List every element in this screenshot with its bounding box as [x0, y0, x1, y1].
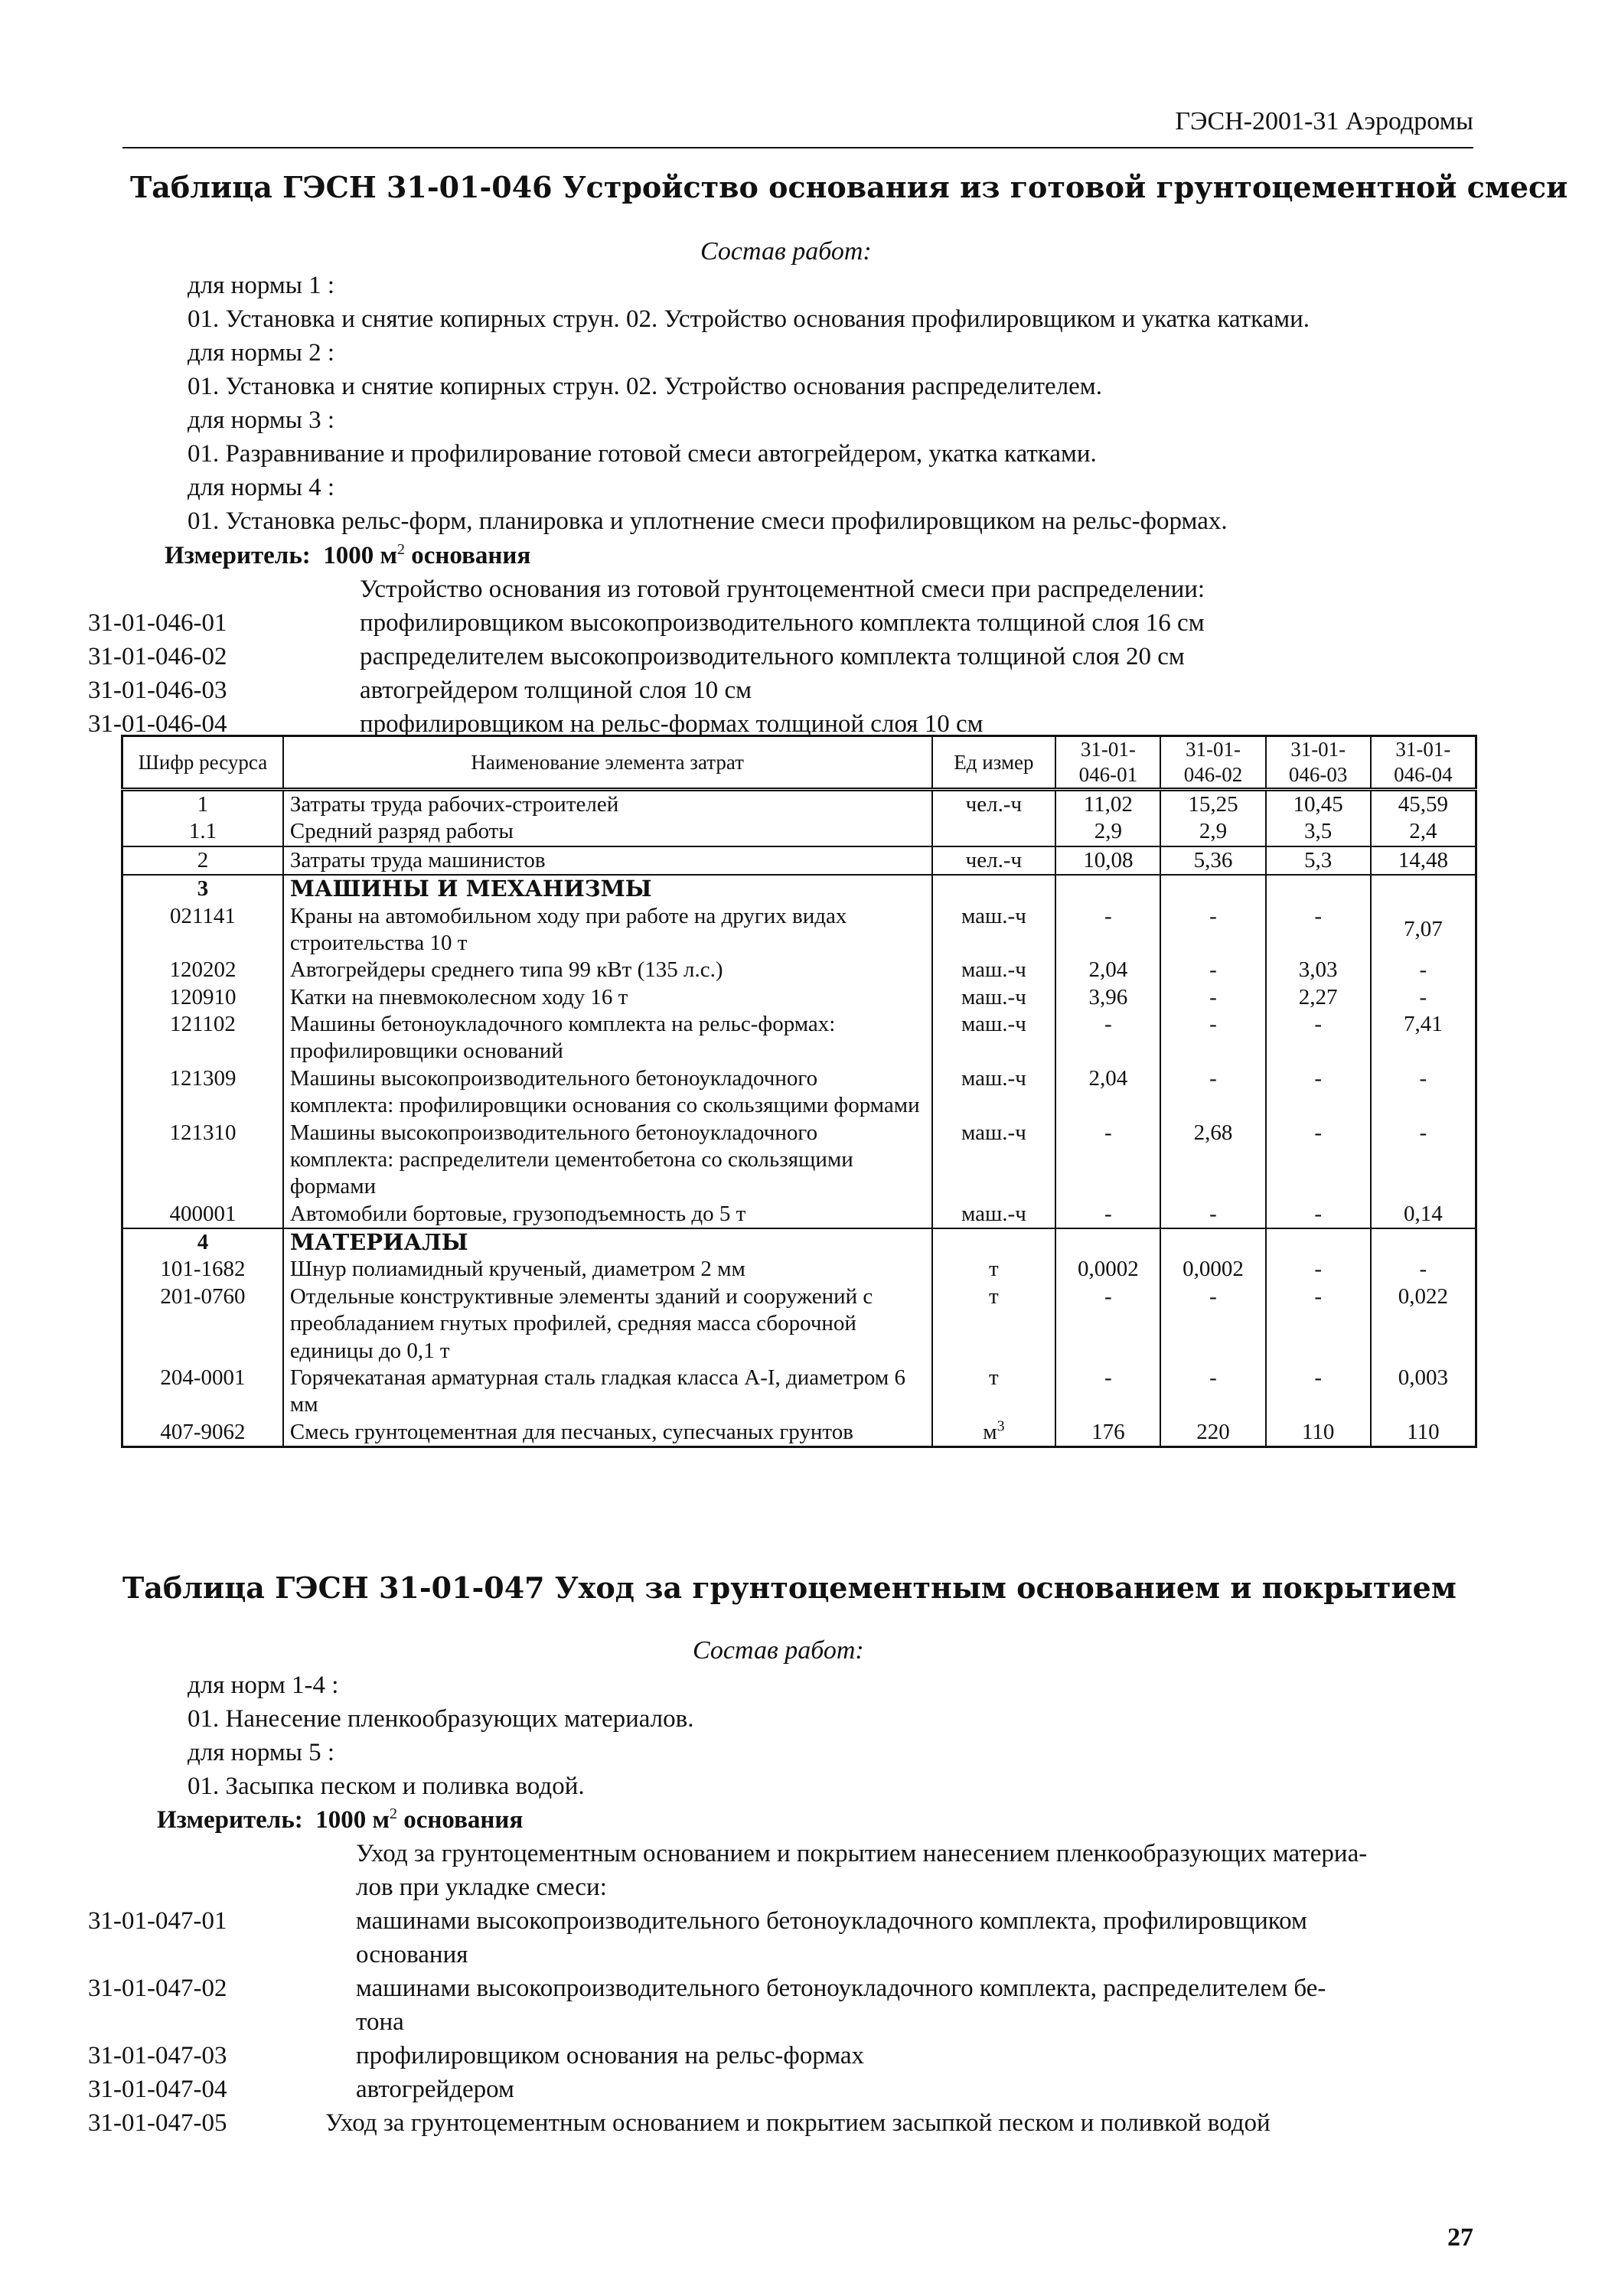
col-header-norm: 31-01- 046-04 [1371, 736, 1476, 790]
cell-value: - [1055, 1283, 1160, 1365]
cell-name: Машины бетоноукладочного комплекта на рельс-формах: профилировщики оснований [283, 1011, 932, 1065]
cell-value: - [1160, 1365, 1265, 1419]
cell-value [1266, 875, 1371, 902]
table-group-row [122, 875, 1476, 902]
col-header-name: Наименование элемента затрат [283, 736, 932, 790]
cell-name: Катки на пневмоколесном ходу 16 т [283, 984, 932, 1011]
cell-value: 2,9 [1055, 818, 1160, 846]
measure-value: 1000 м [315, 1806, 390, 1834]
cell-value: - [1055, 1365, 1160, 1419]
cell-value: - [1371, 957, 1476, 983]
measure-sup: 2 [390, 1805, 397, 1822]
cell-code: 3 [122, 875, 283, 902]
table-header-row [122, 736, 1476, 790]
cell-value: 2,68 [1160, 1120, 1265, 1201]
cell-value: - [1371, 1256, 1476, 1283]
cell-value [1371, 1228, 1476, 1256]
work-line: 01. Установка и снятие копирных струн. 02. Устройство основания профилировщиком и укатка катками. [188, 305, 1310, 333]
cell-name: Затраты труда машинистов [283, 846, 932, 875]
work-line: 01. Установка и снятие копирных струн. 02. Устройство основания распределителем. [188, 373, 1102, 400]
cell-value: 0,003 [1371, 1365, 1476, 1419]
work-line: для норм 1-4 : [188, 1671, 339, 1699]
cell-value: - [1055, 1120, 1160, 1201]
table-row [122, 818, 1476, 846]
cell-value: - [1160, 984, 1265, 1011]
norm-text: машинами высокопроизводительного бетоноукладочного комплекта, профилировщиком [356, 1907, 1307, 1935]
norm-code: 31-01-046-03 [88, 677, 227, 704]
page-number: 27 [1447, 2223, 1473, 2252]
cell-name: Автомобили бортовые, грузоподъемность до 5 т [283, 1201, 932, 1228]
cell-code: 2 [122, 846, 283, 875]
cell-value: 0,14 [1371, 1201, 1476, 1228]
cell-value: 10,45 [1266, 790, 1371, 819]
norm-code: 31-01-046-04 [88, 710, 227, 738]
table-row [122, 957, 1476, 983]
norm-code: 31-01-047-03 [88, 2042, 227, 2069]
work-line: 01. Разравнивание и профилирование готовой смеси автогрейдером, укатка катками. [188, 440, 1097, 468]
table-046-title: Таблица ГЭСН 31-01-046 Устройство основания из готовой грунтоцементной смеси [130, 170, 1568, 204]
measure-tail: основания [403, 1806, 524, 1834]
norm-code: 31-01-046-01 [88, 609, 227, 637]
cell-value: 110 [1266, 1419, 1371, 1447]
cell-value: 0,0002 [1055, 1256, 1160, 1283]
cell-code: 101-1682 [122, 1256, 283, 1283]
cell-name: Средний разряд работы [283, 818, 932, 846]
table-row [122, 1120, 1476, 1201]
cell-value: - [1266, 1201, 1371, 1228]
cell-value: 110 [1371, 1419, 1476, 1447]
cell-value: 15,25 [1160, 790, 1265, 819]
norm-text: профилировщиком на рельс-формах толщиной слоя 10 см [360, 710, 984, 738]
cell-value: - [1266, 1256, 1371, 1283]
norm-text: распределителем высокопроизводительного комплекта толщиной слоя 20 см [360, 643, 1185, 670]
cell-value [1055, 1228, 1160, 1256]
col-header-norm: 31-01- 046-01 [1055, 736, 1160, 790]
table-row [122, 984, 1476, 1011]
norm-text: профилировщиком высокопроизводительного комплекта толщиной слоя 16 см [360, 609, 1205, 637]
cell-value: - [1160, 1065, 1265, 1120]
cell-value: 176 [1055, 1419, 1160, 1447]
cell-value: 0,0002 [1160, 1256, 1265, 1283]
col-header-code: Шифр ресурса [122, 736, 283, 790]
cell-value: - [1055, 903, 1160, 957]
work-line: для нормы 2 : [188, 339, 335, 367]
cell-value: - [1266, 1283, 1371, 1365]
norm-code: 31-01-047-04 [88, 2076, 227, 2103]
table-row [122, 1283, 1476, 1365]
cell-name: Машины высокопроизводительного бетоноукладочного комплекта: распределители цементобетона со скользящими формами [283, 1120, 932, 1201]
cell-name: Краны на автомобильном ходу при работе на других видах строительства 10 т [283, 903, 932, 957]
cell-value: - [1055, 1011, 1160, 1065]
composition-title-047: Состав работ: [693, 1636, 864, 1665]
measure-047 [157, 1806, 523, 1835]
cell-name: Машины высокопроизводительного бетоноукладочного комплекта: профилировщики основания со скользящими формами [283, 1065, 932, 1120]
cell-value [1160, 875, 1265, 902]
cell-name: Горячекатаная арматурная сталь гладкая класса А-I, диаметром 6 мм [283, 1365, 932, 1419]
cell-value: 3,96 [1055, 984, 1160, 1011]
cell-value [1266, 1228, 1371, 1256]
work-line: для нормы 4 : [188, 474, 335, 501]
table-row [122, 903, 1476, 957]
cell-unit: маш.-ч [932, 1065, 1056, 1120]
cell-value: - [1160, 1011, 1265, 1065]
header-rule [122, 147, 1473, 148]
norm-text: автогрейдером толщиной слоя 10 см [360, 677, 752, 704]
cell-code: 120202 [122, 957, 283, 983]
cell-code: 204-0001 [122, 1365, 283, 1419]
cell-value: - [1160, 1201, 1265, 1228]
cell-value [1055, 875, 1160, 902]
cell-value: 2,04 [1055, 1065, 1160, 1120]
work-line: для нормы 1 : [188, 272, 335, 299]
col-header-norm: 31-01- 046-03 [1266, 736, 1371, 790]
norm-text: Уход за грунтоцементным основанием и покрытием засыпкой песком и поливкой водой [325, 2109, 1271, 2137]
composition-title-046: Состав работ: [700, 237, 872, 266]
table-row [122, 1065, 1476, 1120]
cell-unit: т [932, 1256, 1056, 1283]
cell-unit: маш.-ч [932, 1201, 1056, 1228]
cell-value: 7,07 [1371, 903, 1476, 957]
work-line: 01. Нанесение пленкообразующих материалов. [188, 1705, 694, 1733]
cell-unit [932, 1228, 1056, 1256]
cell-value: - [1160, 957, 1265, 983]
norms-intro-046: Устройство основания из готовой грунтоцементной смеси при распределении: [360, 576, 1205, 603]
cell-value: - [1266, 1011, 1371, 1065]
norm-text-cont: тона [356, 2008, 404, 2036]
cell-code: 4 [122, 1228, 283, 1256]
table-047-title: Таблица ГЭСН 31-01-047 Уход за грунтоцементным основанием и покрытием [122, 1570, 1457, 1605]
work-line: 01. Установка рельс-форм, планировка и уплотнение смеси профилировщиком на рельс-формах. [188, 507, 1228, 535]
cell-value: - [1160, 1283, 1265, 1365]
cell-value: - [1055, 1201, 1160, 1228]
cell-value: - [1266, 1365, 1371, 1419]
cell-value: 14,48 [1371, 846, 1476, 875]
work-line: для нормы 5 : [188, 1739, 335, 1766]
col-header-norm: 31-01- 046-02 [1160, 736, 1265, 790]
measure-label: Измеритель: [165, 542, 311, 569]
cell-value: 3,03 [1266, 957, 1371, 983]
measure-tail: основания [411, 542, 531, 569]
cell-value: - [1371, 1065, 1476, 1120]
measure-sup: 2 [397, 541, 405, 558]
cell-unit: т [932, 1283, 1056, 1365]
cell-value: 45,59 [1371, 790, 1476, 819]
table-row [122, 1011, 1476, 1065]
cell-unit: чел.-ч [932, 790, 1056, 819]
norms-intro-047-cont: лов при укладке смеси: [356, 1874, 607, 1901]
cell-code: 201-0760 [122, 1283, 283, 1365]
cell-name: Шнур полиамидный крученый, диаметром 2 мм [283, 1256, 932, 1283]
cell-unit: маш.-ч [932, 1011, 1056, 1065]
cell-value: 2,9 [1160, 818, 1265, 846]
cell-value [1160, 1228, 1265, 1256]
table-row [122, 790, 1476, 819]
norm-text: машинами высокопроизводительного бетоноукладочного комплекта, распределителем бе- [356, 1975, 1326, 2002]
cell-value: 2,04 [1055, 957, 1160, 983]
cell-value: 11,02 [1055, 790, 1160, 819]
measure-value: 1000 м [323, 542, 397, 569]
cell-value: - [1371, 984, 1476, 1011]
col-header-unit: Ед измер [932, 736, 1056, 790]
cell-name: Смесь грунтоцементная для песчаных, супесчаных грунтов [283, 1419, 932, 1447]
cell-code: 400001 [122, 1201, 283, 1228]
cell-code: 1.1 [122, 818, 283, 846]
cell-value: 5,36 [1160, 846, 1265, 875]
norm-text: профилировщиком основания на рельс-формах [356, 2042, 865, 2069]
work-line: для нормы 3 : [188, 406, 335, 434]
cell-value: - [1266, 903, 1371, 957]
table-row [122, 846, 1476, 875]
cell-value: 5,3 [1266, 846, 1371, 875]
cell-value: 7,41 [1371, 1011, 1476, 1065]
cell-code: 407-9062 [122, 1419, 283, 1447]
cell-unit [932, 875, 1056, 902]
measure-label: Измеритель: [157, 1806, 303, 1834]
cell-code: 120910 [122, 984, 283, 1011]
table-row [122, 1365, 1476, 1419]
cell-value: - [1160, 903, 1265, 957]
running-title: ГЭСН-2001-31 Аэродромы [1175, 107, 1473, 135]
norms-intro-047: Уход за грунтоцементным основанием и покрытием нанесением пленкообразующих материа- [356, 1840, 1368, 1867]
cell-code: 1 [122, 790, 283, 819]
norm-code: 31-01-047-01 [88, 1907, 227, 1935]
cell-value: - [1371, 1120, 1476, 1201]
cell-value: 3,5 [1266, 818, 1371, 846]
norm-text: автогрейдером [356, 2076, 514, 2103]
work-line: 01. Засыпка песком и поливка водой. [188, 1773, 585, 1800]
cell-unit: маш.-ч [932, 1120, 1056, 1201]
table-row [122, 1256, 1476, 1283]
cell-value: 10,08 [1055, 846, 1160, 875]
cell-value: 0,022 [1371, 1283, 1476, 1365]
norm-code: 31-01-047-02 [88, 1975, 227, 2002]
cell-unit [932, 818, 1056, 846]
cell-value: 2,27 [1266, 984, 1371, 1011]
cell-name: Затраты труда рабочих-строителей [283, 790, 932, 819]
cell-name: МАШИНЫ И МЕХАНИЗМЫ [283, 875, 932, 902]
cell-value: - [1266, 1065, 1371, 1120]
cell-unit: маш.-ч [932, 903, 1056, 957]
norm-text-cont: основания [356, 1941, 468, 1968]
table-row [122, 1419, 1476, 1447]
measure-046 [165, 542, 530, 570]
cell-name: Отдельные конструктивные элементы зданий и сооружений с преобладанием гнутых профилей, средняя масса сборочной единицы до 0,1 т [283, 1283, 932, 1365]
table-row [122, 1201, 1476, 1228]
cell-unit: чел.-ч [932, 846, 1056, 875]
cell-value: 220 [1160, 1419, 1265, 1447]
cell-code: 121102 [122, 1011, 283, 1065]
cell-code: 121310 [122, 1120, 283, 1201]
table-group-row [122, 1228, 1476, 1256]
norm-code: 31-01-046-02 [88, 643, 227, 670]
cell-unit: маш.-ч [932, 984, 1056, 1011]
cell-value: - [1266, 1120, 1371, 1201]
cell-unit: маш.-ч [932, 957, 1056, 983]
cell-name: Автогрейдеры среднего типа 99 кВт (135 л.с.) [283, 957, 932, 983]
cell-unit: $м^3$ [932, 1419, 1056, 1447]
norm-code: 31-01-047-05 [88, 2109, 227, 2137]
cell-unit: т [932, 1365, 1056, 1419]
cell-value: 2,4 [1371, 818, 1476, 846]
cell-value [1371, 875, 1476, 902]
resource-table [121, 735, 1477, 1448]
cell-name: МАТЕРИАЛЫ [283, 1228, 932, 1256]
cell-code: 021141 [122, 903, 283, 957]
cell-code: 121309 [122, 1065, 283, 1120]
